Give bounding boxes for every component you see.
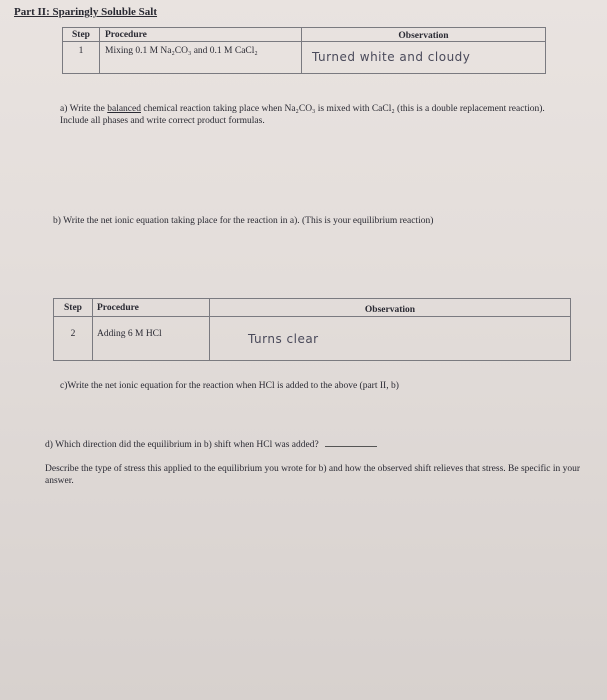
- observation-cell: [210, 317, 571, 361]
- header-step: Step: [63, 28, 100, 42]
- question-c: c)Write the net ionic equation for the reaction when HCl is added to the above (part II, b): [60, 381, 399, 391]
- answer-blank: [325, 446, 377, 447]
- question-d: d) Which direction did the equilibrium in b) shift when HCl was added?: [45, 439, 585, 451]
- observation-table-1: [62, 27, 546, 74]
- header-observation: Observation: [210, 299, 571, 317]
- handwritten-observation: Turned white and cloudy: [312, 50, 471, 64]
- question-b: b) Write the net ionic equation taking place for the reaction in a). (This is your equilibrium reaction): [53, 216, 434, 226]
- step-cell: 2: [54, 317, 93, 361]
- handwritten-observation: Turns clear: [248, 332, 319, 346]
- question-d-describe: Describe the type of stress this applied to the equilibrium you wrote for b) and how the observed shift relieves that stress. Be specific in your answer.: [45, 464, 581, 486]
- observation-table-2: [53, 298, 571, 361]
- header-procedure: Procedure: [100, 28, 302, 42]
- section-title: Part II: Sparingly Soluble Salt: [14, 6, 158, 18]
- step-cell: 1: [63, 42, 100, 74]
- observation-cell: [302, 42, 546, 74]
- header-observation: Observation: [302, 28, 546, 42]
- procedure-cell: Mixing 0.1 M Na₂CO₃ and 0.1 M CaCl₂: [100, 42, 302, 74]
- underlined-word: balanced: [107, 104, 141, 114]
- header-procedure: Procedure: [93, 299, 210, 317]
- question-a: a) Write the balanced chemical reaction taking place when Na₂CO₃ is mixed with CaCl₂ (this is a double replacement reaction). Include all phases and write correct product formulas.: [60, 104, 545, 126]
- procedure-cell: Adding 6 M HCl: [93, 317, 210, 361]
- header-step: Step: [54, 299, 93, 317]
